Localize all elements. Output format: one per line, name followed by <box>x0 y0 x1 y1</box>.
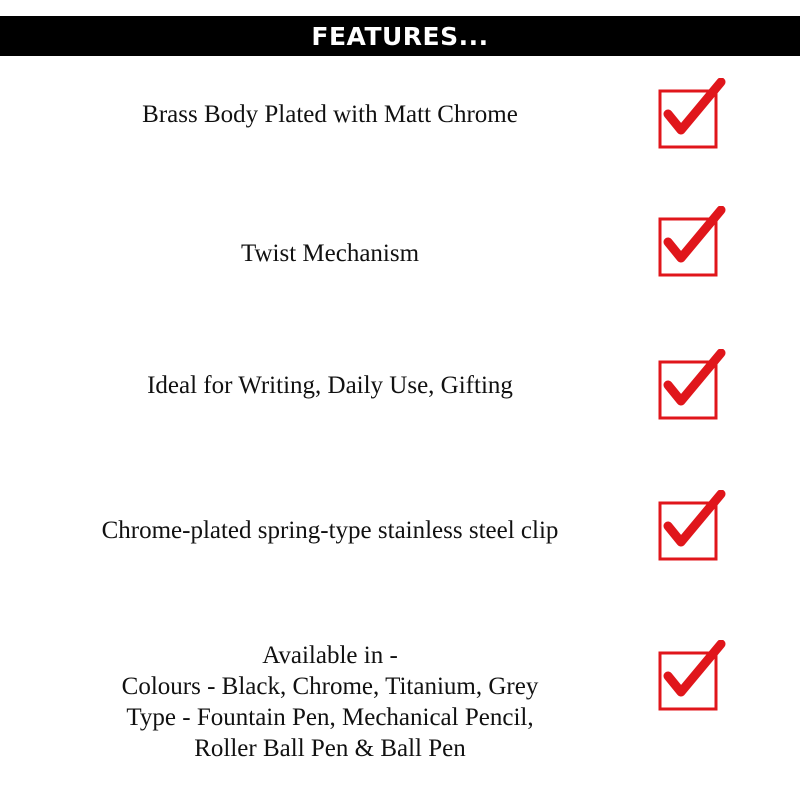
checkbox-checked-icon <box>655 640 729 714</box>
features-header-bar <box>0 16 800 56</box>
features-title: FEATURES... <box>311 21 489 51</box>
feature-text-5: Available in - Colours - Black, Chrome, Titanium, Grey Type - Fountain Pen, Mechanical Pencil, Roller Ball Pen & Ball Pen <box>121 642 539 762</box>
feature-text-4: Chrome-plated spring-type stainless steel clip <box>101 517 559 544</box>
feature-text-2: Twist Mechanism <box>240 240 420 267</box>
checkbox-checked-icon <box>655 78 729 152</box>
checkbox-checked-icon <box>655 490 729 564</box>
feature-text-3: Ideal for Writing, Daily Use, Gifting <box>147 372 513 399</box>
checkbox-checked-icon <box>655 349 729 423</box>
feature-text-1: Brass Body Plated with Matt Chrome <box>142 101 518 128</box>
checkbox-checked-icon <box>655 206 729 280</box>
